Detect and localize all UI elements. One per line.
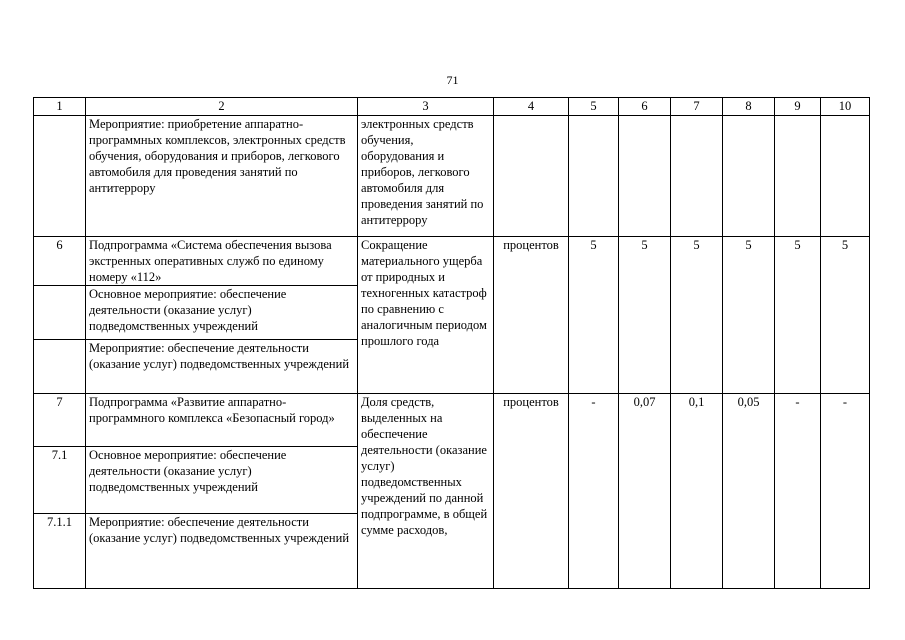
- value-cell: 5: [671, 237, 723, 394]
- value-cell: -: [775, 394, 821, 589]
- activity-cell: Мероприятие: приобретение аппаратно-программных комплексов, электронных средств обучения, оборудования и приборов, легкового автомобиля для проведения занятий по антитеррору: [86, 116, 358, 237]
- header-cell: 5: [569, 98, 619, 116]
- value-cell: [671, 116, 723, 237]
- value-cell: [775, 116, 821, 237]
- activity-cell: Подпрограмма «Система обеспечения вызова экстренных оперативных служб по единому номеру «112»: [86, 237, 358, 286]
- value-cell: 5: [569, 237, 619, 394]
- activity-cell: Основное мероприятие: обеспечение деятельности (оказание услуг) подведомственных учреждений: [86, 447, 358, 514]
- unit-cell: процентов: [494, 237, 569, 394]
- activity-cell: Мероприятие: обеспечение деятельности (оказание услуг) подведомственных учреждений: [86, 514, 358, 589]
- activity-cell: Подпрограмма «Развитие аппаратно-программного комплекса «Безопасный город»: [86, 394, 358, 447]
- header-cell: 6: [619, 98, 671, 116]
- table-header-row: [34, 98, 870, 116]
- row-number: [34, 116, 86, 237]
- table-row: [34, 116, 870, 237]
- table-row: [34, 394, 870, 447]
- value-cell: 5: [821, 237, 870, 394]
- header-cell: 3: [358, 98, 494, 116]
- row-number: [34, 286, 86, 340]
- row-number: [34, 340, 86, 394]
- value-cell: [619, 116, 671, 237]
- indicator-cell: электронных средств обучения, оборудования и приборов, легкового автомобиля для проведения занятий по антитеррору: [358, 116, 494, 237]
- header-cell: 7: [671, 98, 723, 116]
- indicators-table: [33, 97, 870, 589]
- value-cell: 5: [775, 237, 821, 394]
- header-cell: 8: [723, 98, 775, 116]
- header-cell: 10: [821, 98, 870, 116]
- value-cell: [821, 116, 870, 237]
- value-cell: [723, 116, 775, 237]
- indicator-cell: Сокращение материального ущерба от природных и техногенных катастроф по сравнению с аналогичным периодом прошлого года: [358, 237, 494, 394]
- activity-cell: Основное мероприятие: обеспечение деятельности (оказание услуг) подведомственных учреждений: [86, 286, 358, 340]
- value-cell: 0,05: [723, 394, 775, 589]
- activity-cell: Мероприятие: обеспечение деятельности (оказание услуг) подведомственных учреждений: [86, 340, 358, 394]
- page-number: 71: [446, 73, 459, 87]
- row-number: 7: [34, 394, 86, 447]
- value-cell: [569, 116, 619, 237]
- table-row: [34, 237, 870, 286]
- value-cell: -: [569, 394, 619, 589]
- row-number: 7.1.1: [34, 514, 86, 589]
- value-cell: 0,07: [619, 394, 671, 589]
- header-cell: 2: [86, 98, 358, 116]
- header-cell: 4: [494, 98, 569, 116]
- header-cell: 1: [34, 98, 86, 116]
- unit-cell: [494, 116, 569, 237]
- unit-cell: процентов: [494, 394, 569, 589]
- value-cell: -: [821, 394, 870, 589]
- indicator-cell: Доля средств, выделенных на обеспечение деятельности (оказание услуг) подведомственных учреждений по данной подпрограмме, в общей сумме расходов,: [358, 394, 494, 589]
- header-cell: 9: [775, 98, 821, 116]
- value-cell: 5: [723, 237, 775, 394]
- value-cell: 5: [619, 237, 671, 394]
- value-cell: 0,1: [671, 394, 723, 589]
- row-number: 7.1: [34, 447, 86, 514]
- row-number: 6: [34, 237, 86, 286]
